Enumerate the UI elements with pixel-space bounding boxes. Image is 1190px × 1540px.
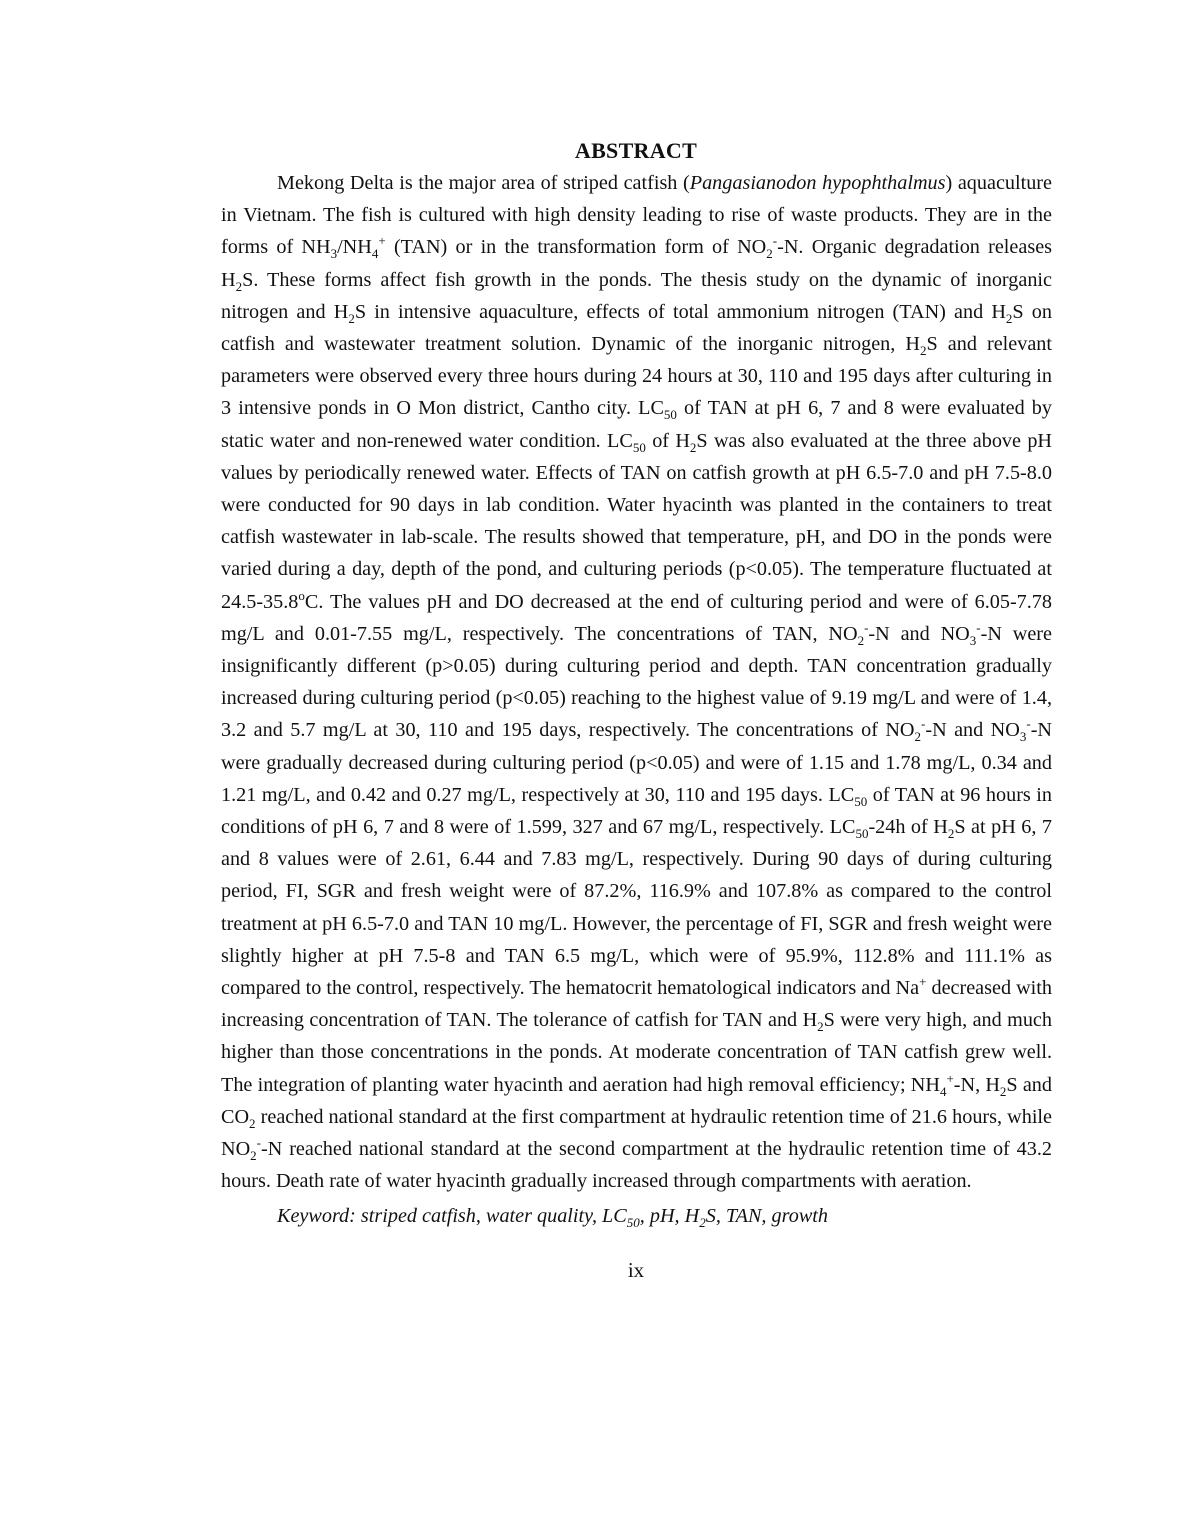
abstract-paragraph: Mekong Delta is the major area of striped catfish (Pangasianodon hypophthalmus) aquaculture in Vietnam. The fish is cultured with high density leading to rise of waste products. They are in the forms of $NH_3/NH_4^+$ (TAN) or in the transformation form of $NO_2^--N$. Organic degradation releases $H_2S$. These forms affect fish growth in the ponds. The thesis study on the dynamic of inorganic nitrogen and $H_2S$ in intensive aquaculture, effects of total ammonium nitrogen (TAN) and $H_2S$ on catfish and wastewater treatment solution. Dynamic of the inorganic nitrogen, $H_2S$ and relevant parameters were observed every three hours during 24 hours at 30, 110 and 195 days after culturing in 3 intensive ponds in O Mon district, Cantho city. $LC_{50}$ of TAN at pH 6, 7 and 8 were evaluated by static water and non-renewed water condition. $LC_{50}$ of $H_2S$ was also evaluated at the three above pH values by periodically renewed water. Effects of TAN on catfish growth at pH 6.5-7.0 and pH 7.5-8.0 were conducted for 90 days in lab condition. Water hyacinth was planted in the containers to treat catfish wastewater in lab-scale. The results showed that temperature, pH, and DO in the ponds were varied during a day, depth of the pond, and culturing periods (p<0.05). The temperature fluctuated at 24.5-35.8$^o$C. The values pH and DO decreased at the end of culturing period and were of 6.05-7.78 mg/L and 0.01-7.55 mg/L, respectively. The concentrations of TAN, $NO_2^--N$ and $NO_3^--N$ were insignificantly different (p>0.05) during culturing period and depth. TAN concentration gradually increased during culturing period (p<0.05) reaching to the highest value of 9.19 mg/L and were of 1.4, 3.2 and 5.7 mg/L at 30, 110 and 195 days, respectively. The concentrations of $NO_2^--N$ and $NO_3^--N$ were gradually decreased during culturing period (p<0.05) and were of 1.15 and 1.78 mg/L, 0.34 and 1.21 mg/L, and 0.42 and 0.27 mg/L, respectively at 30, 110 and 195 days. $LC_{50}$ of TAN at 96 hours in conditions of pH 6, 7 and 8 were of 1.599, 327 and 67 mg/L, respectively. $LC_{50}-24h$ of $H_2S$ at pH 6, 7 and 8 values were of 2.61, 6.44 and 7.83 mg/L, respectively. During 90 days of during culturing period, FI, SGR and fresh weight were of 87.2%, 116.9% and 107.8% as compared to the control treatment at pH 6.5-7.0 and TAN 10 mg/L. However, the percentage of FI, SGR and fresh weight were slightly higher at pH 7.5-8 and TAN 6.5 mg/L, which were of 95.9%, 112.8% and 111.1% as compared to the control, respectively. The hematocrit hematological indicators and Na+ decreased with increasing concentration of TAN. The tolerance of catfish for TAN and $H_2S$ were very high, and much higher than those concentrations in the ponds. At moderate concentration of TAN catfish grew well. The integration of planting water hyacinth and aeration had high removal efficiency; $NH_4^+-N$, $H_2S$ and $CO_2$ reached national standard at the first compartment at hydraulic retention time of 21.6 hours, while $NO_2^--N$ reached national standard at the second compartment at the hydraulic retention time of 43.2 hours. Death rate of water hyacinth gradually increased through compartments with aeration. — [221, 172, 1053, 1193]
keyword-label: Keyword: — [277, 1204, 356, 1227]
abstract-body — [221, 167, 1052, 1286]
page-title: ABSTRACT — [574, 138, 698, 163]
keywords-line: Keyword: striped catfish, water quality, $LC_{50}$, pH, $H_2S$, TAN, growth — [277, 1204, 828, 1230]
page-number: ix — [627, 1257, 645, 1282]
